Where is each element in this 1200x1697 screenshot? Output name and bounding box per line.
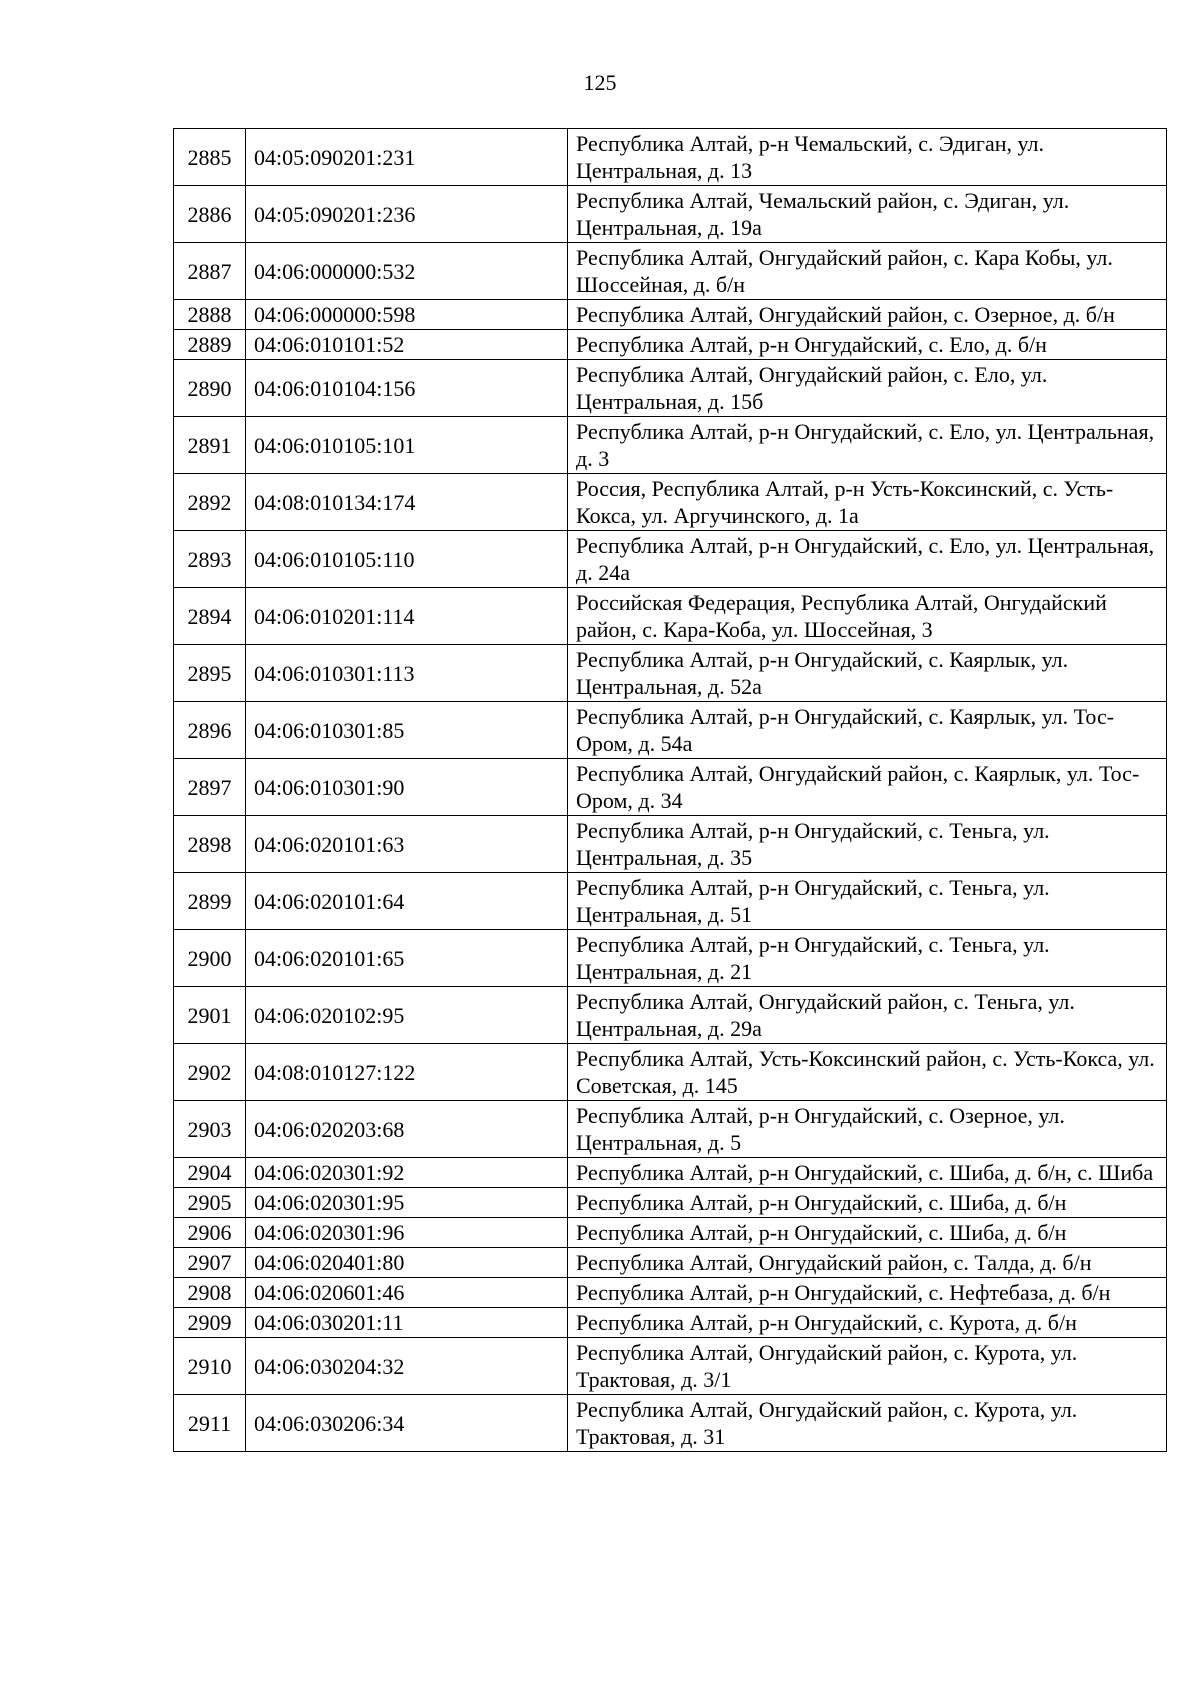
cadastral-number-cell: 04:05:090201:236 <box>246 186 568 243</box>
row-number-cell: 2899 <box>174 873 246 930</box>
address-cell: Россия, Республика Алтай, р-н Усть-Коксинский, с. Усть-Кокса, ул. Аргучинского, д. 1а <box>568 474 1167 531</box>
cadastral-number-cell: 04:06:020101:64 <box>246 873 568 930</box>
address-cell: Республика Алтай, Онгудайский район, с. Теньга, ул. Центральная, д. 29а <box>568 987 1167 1044</box>
cadastral-number-cell: 04:06:010201:114 <box>246 588 568 645</box>
table-row <box>174 243 1167 300</box>
property-registry-table <box>173 128 1167 1452</box>
address-cell: Российская Федерация, Республика Алтай, Онгудайский район, с. Кара-Коба, ул. Шоссейная, 3 <box>568 588 1167 645</box>
cadastral-number-cell: 04:06:020601:46 <box>246 1278 568 1308</box>
address-cell: Республика Алтай, Онгудайский район, с. Каярлык, ул. Тос-Ором, д. 34 <box>568 759 1167 816</box>
address-cell: Республика Алтай, Онгудайский район, с. Талда, д. б/н <box>568 1248 1167 1278</box>
cadastral-number-cell: 04:06:010104:156 <box>246 360 568 417</box>
address-cell: Республика Алтай, р-н Онгудайский, с. Ело, д. б/н <box>568 330 1167 360</box>
row-number-cell: 2890 <box>174 360 246 417</box>
address-cell: Республика Алтай, Онгудайский район, с. Ело, ул. Центральная, д. 15б <box>568 360 1167 417</box>
address-cell: Республика Алтай, р-н Онгудайский, с. Ело, ул. Центральная, д. 3 <box>568 417 1167 474</box>
row-number-cell: 2910 <box>174 1338 246 1395</box>
table-row <box>174 1101 1167 1158</box>
address-cell: Республика Алтай, р-н Онгудайский, с. Теньга, ул. Центральная, д. 35 <box>568 816 1167 873</box>
table-body <box>174 129 1167 1452</box>
table-row <box>174 417 1167 474</box>
cadastral-number-cell: 04:06:030206:34 <box>246 1395 568 1452</box>
table-row <box>174 1218 1167 1248</box>
cadastral-number-cell: 04:06:020101:63 <box>246 816 568 873</box>
cadastral-number-cell: 04:06:010301:85 <box>246 702 568 759</box>
table-row <box>174 474 1167 531</box>
row-number-cell: 2907 <box>174 1248 246 1278</box>
table-row <box>174 186 1167 243</box>
row-number-cell: 2903 <box>174 1101 246 1158</box>
table-row <box>174 1338 1167 1395</box>
row-number-cell: 2897 <box>174 759 246 816</box>
row-number-cell: 2893 <box>174 531 246 588</box>
row-number-cell: 2906 <box>174 1218 246 1248</box>
table-row <box>174 645 1167 702</box>
address-cell: Республика Алтай, Чемальский район, с. Эдиган, ул. Центральная, д. 19а <box>568 186 1167 243</box>
page-number: 125 <box>583 70 617 95</box>
cadastral-number-cell: 04:06:020301:95 <box>246 1188 568 1218</box>
table-row <box>174 1278 1167 1308</box>
address-cell: Республика Алтай, р-н Онгудайский, с. Ело, ул. Центральная, д. 24а <box>568 531 1167 588</box>
row-number-cell: 2895 <box>174 645 246 702</box>
row-number-cell: 2911 <box>174 1395 246 1452</box>
row-number-cell: 2887 <box>174 243 246 300</box>
cadastral-number-cell: 04:06:010301:90 <box>246 759 568 816</box>
row-number-cell: 2894 <box>174 588 246 645</box>
table-row <box>174 702 1167 759</box>
address-cell: Республика Алтай, р-н Онгудайский, с. Шиба, д. б/н <box>568 1218 1167 1248</box>
address-cell: Республика Алтай, р-н Онгудайский, с. Шиба, д. б/н <box>568 1188 1167 1218</box>
cadastral-number-cell: 04:06:030201:11 <box>246 1308 568 1338</box>
table-row <box>174 588 1167 645</box>
table-row <box>174 1248 1167 1278</box>
address-cell: Республика Алтай, Усть-Коксинский район, с. Усть-Кокса, ул. Советская, д. 145 <box>568 1044 1167 1101</box>
address-cell: Республика Алтай, Онгудайский район, с. Озерное, д. б/н <box>568 300 1167 330</box>
row-number-cell: 2896 <box>174 702 246 759</box>
address-cell: Республика Алтай, р-н Онгудайский, с. Озерное, ул. Центральная, д. 5 <box>568 1101 1167 1158</box>
row-number-cell: 2889 <box>174 330 246 360</box>
address-cell: Республика Алтай, р-н Онгудайский, с. Шиба, д. б/н, с. Шиба <box>568 1158 1167 1188</box>
row-number-cell: 2898 <box>174 816 246 873</box>
row-number-cell: 2892 <box>174 474 246 531</box>
row-number-cell: 2891 <box>174 417 246 474</box>
address-cell: Республика Алтай, Онгудайский район, с. Курота, ул. Трактовая, д. 3/1 <box>568 1338 1167 1395</box>
table-row <box>174 1044 1167 1101</box>
cadastral-number-cell: 04:06:010301:113 <box>246 645 568 702</box>
row-number-cell: 2905 <box>174 1188 246 1218</box>
table-row <box>174 330 1167 360</box>
cadastral-number-cell: 04:06:020101:65 <box>246 930 568 987</box>
cadastral-number-cell: 04:06:010101:52 <box>246 330 568 360</box>
row-number-cell: 2900 <box>174 930 246 987</box>
table-row <box>174 531 1167 588</box>
cadastral-number-cell: 04:06:020102:95 <box>246 987 568 1044</box>
row-number-cell: 2908 <box>174 1278 246 1308</box>
row-number-cell: 2886 <box>174 186 246 243</box>
table-row <box>174 1395 1167 1452</box>
cadastral-number-cell: 04:06:020301:92 <box>246 1158 568 1188</box>
row-number-cell: 2904 <box>174 1158 246 1188</box>
row-number-cell: 2888 <box>174 300 246 330</box>
table-row <box>174 1308 1167 1338</box>
address-cell: Республика Алтай, р-н Онгудайский, с. Теньга, ул. Центральная, д. 21 <box>568 930 1167 987</box>
cadastral-number-cell: 04:06:020203:68 <box>246 1101 568 1158</box>
cadastral-number-cell: 04:06:020301:96 <box>246 1218 568 1248</box>
cadastral-number-cell: 04:06:010105:110 <box>246 531 568 588</box>
address-cell: Республика Алтай, р-н Онгудайский, с. Курота, д. б/н <box>568 1308 1167 1338</box>
address-cell: Республика Алтай, р-н Чемальский, с. Эдиган, ул. Центральная, д. 13 <box>568 129 1167 186</box>
cadastral-number-cell: 04:06:000000:598 <box>246 300 568 330</box>
cadastral-number-cell: 04:05:090201:231 <box>246 129 568 186</box>
table-row <box>174 300 1167 330</box>
cadastral-number-cell: 04:06:000000:532 <box>246 243 568 300</box>
row-number-cell: 2901 <box>174 987 246 1044</box>
table-row <box>174 759 1167 816</box>
cadastral-number-cell: 04:06:010105:101 <box>246 417 568 474</box>
address-cell: Республика Алтай, р-н Онгудайский, с. Каярлык, ул. Тос-Ором, д. 54а <box>568 702 1167 759</box>
row-number-cell: 2902 <box>174 1044 246 1101</box>
table-row <box>174 1158 1167 1188</box>
cadastral-number-cell: 04:06:030204:32 <box>246 1338 568 1395</box>
table-row <box>174 360 1167 417</box>
table-row <box>174 987 1167 1044</box>
table-row <box>174 930 1167 987</box>
address-cell: Республика Алтай, р-н Онгудайский, с. Нефтебаза, д. б/н <box>568 1278 1167 1308</box>
address-cell: Республика Алтай, Онгудайский район, с. Кара Кобы, ул. Шоссейная, д. б/н <box>568 243 1167 300</box>
cadastral-number-cell: 04:08:010134:174 <box>246 474 568 531</box>
table-row <box>174 873 1167 930</box>
address-cell: Республика Алтай, р-н Онгудайский, с. Каярлык, ул. Центральная, д. 52а <box>568 645 1167 702</box>
row-number-cell: 2885 <box>174 129 246 186</box>
cadastral-number-cell: 04:06:020401:80 <box>246 1248 568 1278</box>
cadastral-number-cell: 04:08:010127:122 <box>246 1044 568 1101</box>
address-cell: Республика Алтай, Онгудайский район, с. Курота, ул. Трактовая, д. 31 <box>568 1395 1167 1452</box>
table-row <box>174 816 1167 873</box>
row-number-cell: 2909 <box>174 1308 246 1338</box>
address-cell: Республика Алтай, р-н Онгудайский, с. Теньга, ул. Центральная, д. 51 <box>568 873 1167 930</box>
table-row <box>174 129 1167 186</box>
table-row <box>174 1188 1167 1218</box>
